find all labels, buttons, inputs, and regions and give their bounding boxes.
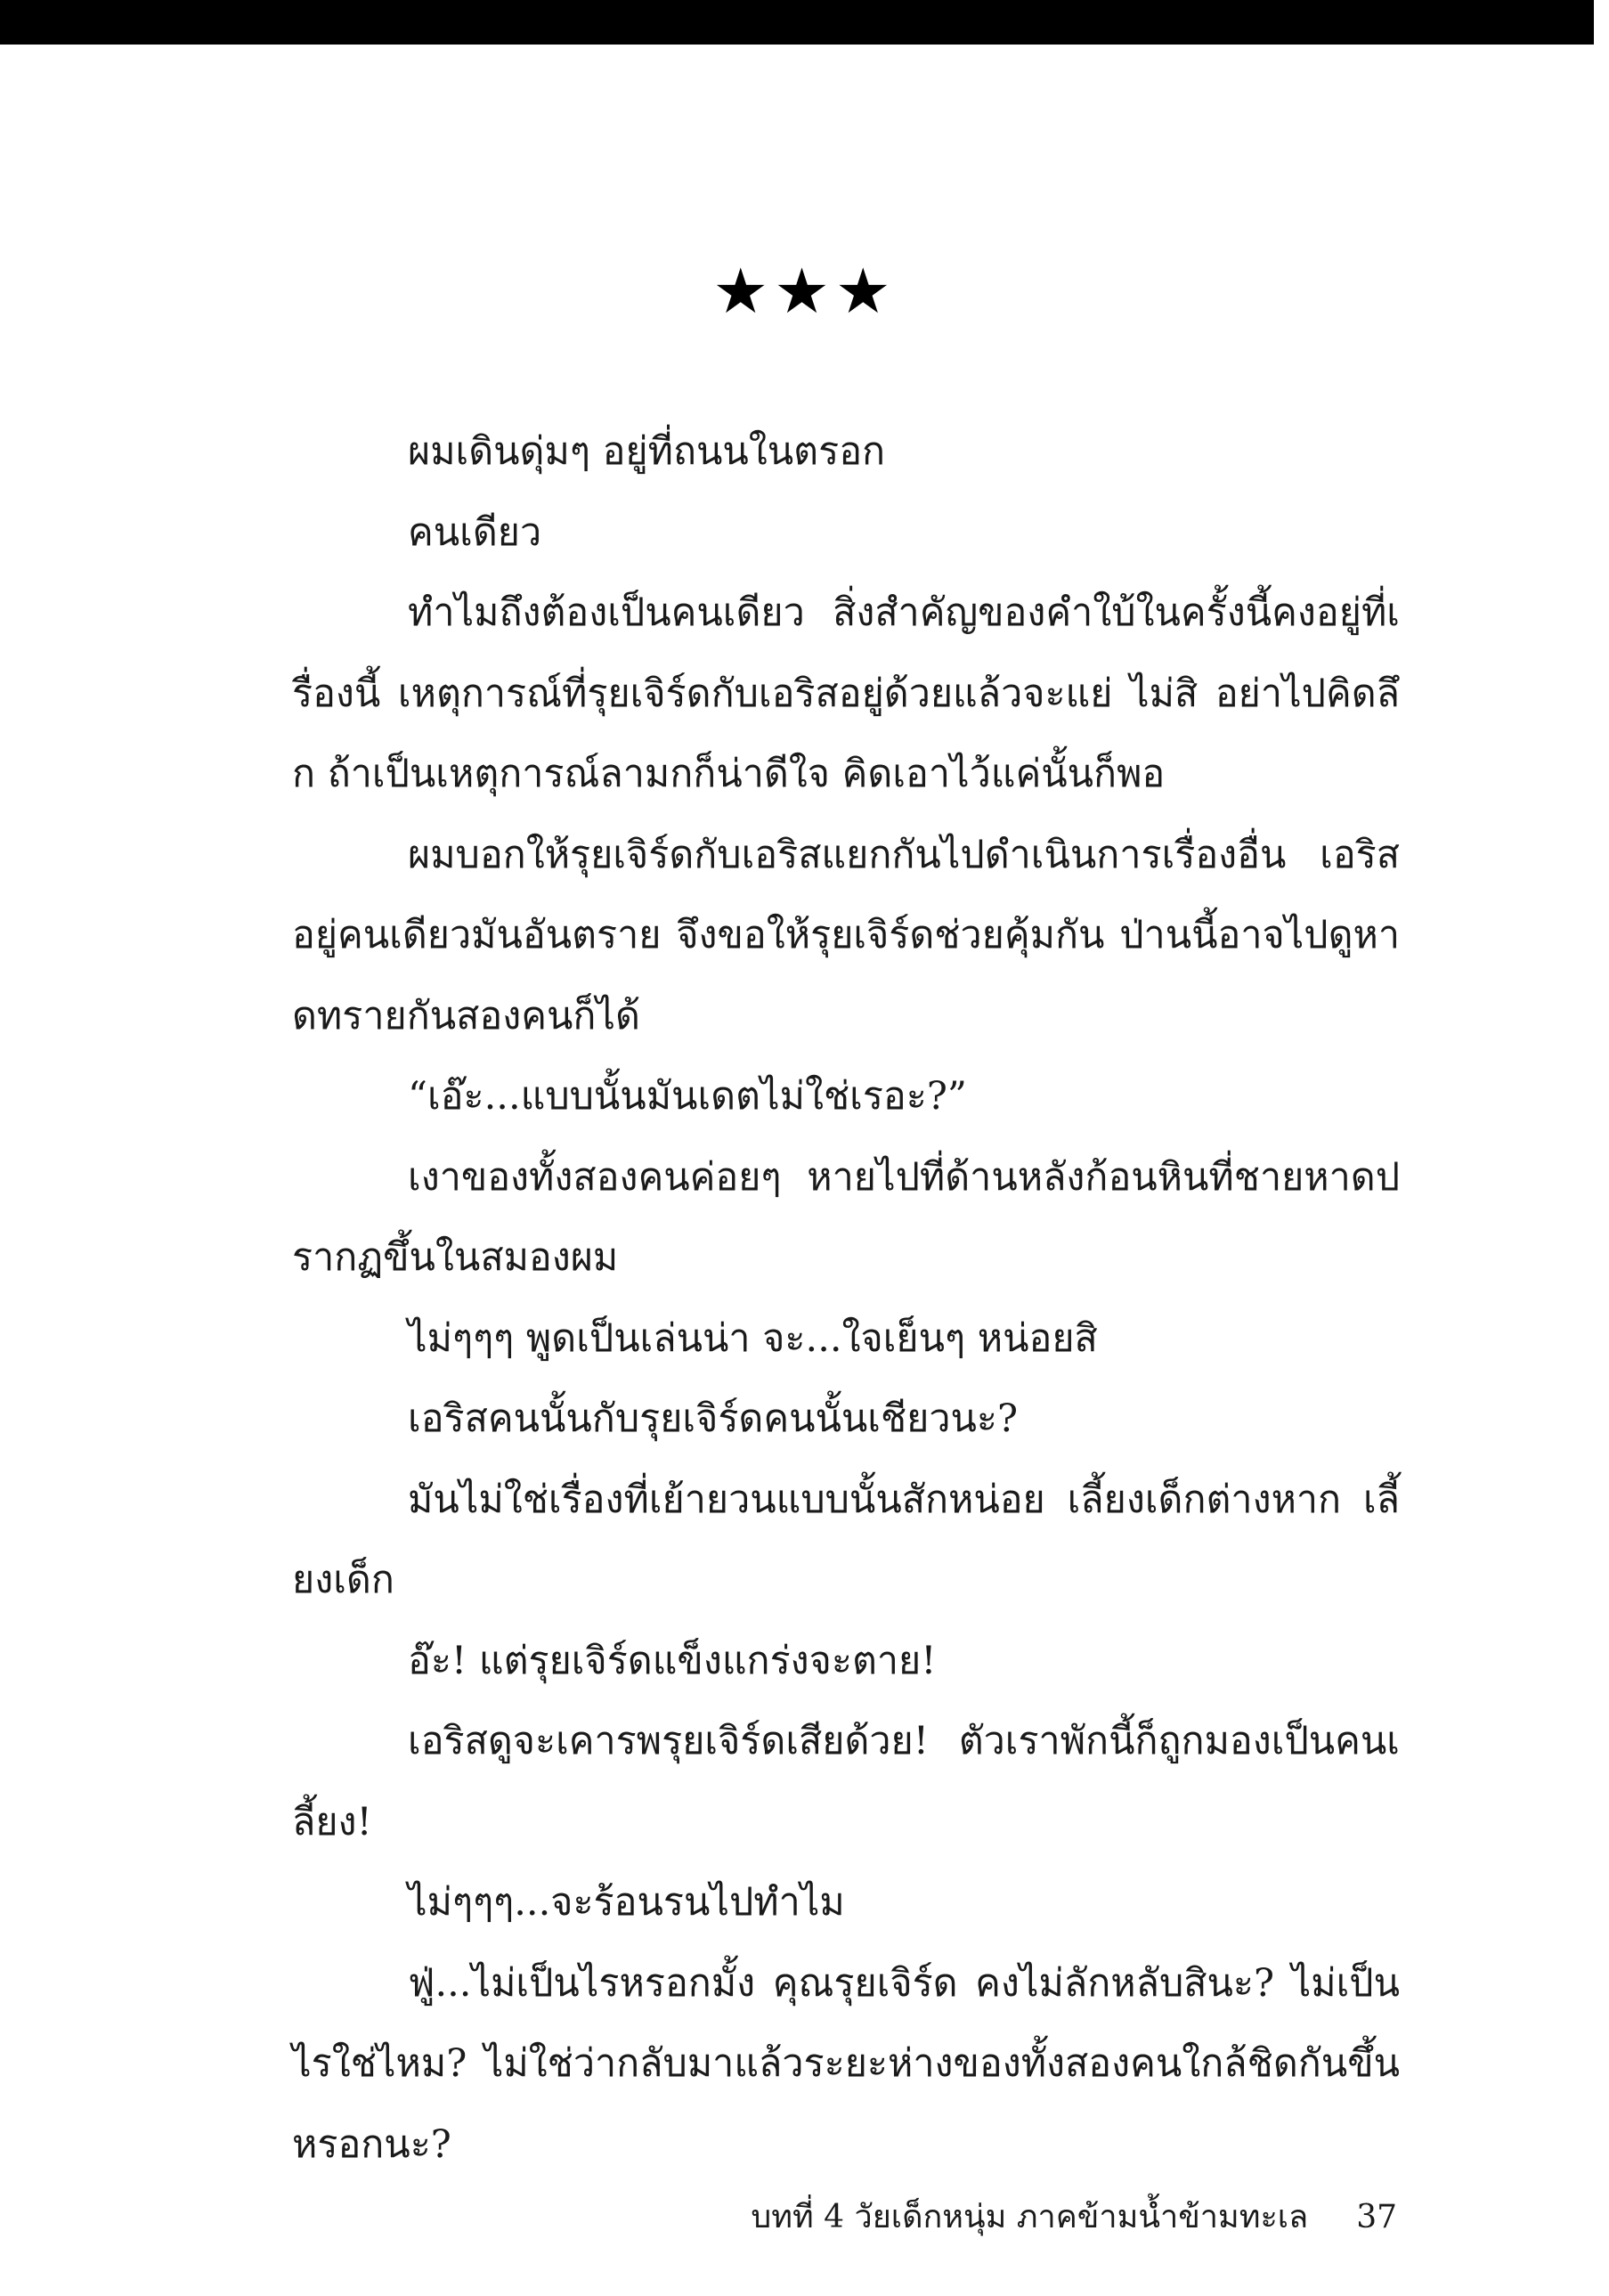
paragraph: เอริสดูจะเคารพรุยเจิร์ดเสียด้วย! ตัวเราพักนี้ก็ถูกมองเป็นคนเลี้ยง! bbox=[292, 1719, 1400, 1844]
body-text bbox=[292, 411, 1400, 2185]
top-border-bar bbox=[0, 0, 1594, 45]
page-number: 37 bbox=[1356, 2199, 1397, 2235]
section-divider-stars: ★★★ bbox=[712, 255, 897, 328]
paragraph: ไม่ๆๆๆ...จะร้อนรนไปทำไม bbox=[408, 1880, 845, 1925]
paragraph: “เอ๊ะ...แบบนั้นมันเดตไม่ใช่เรอะ?” bbox=[408, 1074, 967, 1119]
paragraph: ฟู่...ไม่เป็นไรหรอกมั้ง คุณรุยเจิร์ด คงไม่ลักหลับสินะ? ไม่เป็นไรใช่ไหม? ไม่ใช่ว่ากลับมาแล้วระยะห่างของทั้งสองคนใกล้ชิดกันขึ้นหรอกนะ? bbox=[292, 1960, 1400, 2167]
paragraph: ไม่ๆๆๆ พูดเป็นเล่นน่า จะ...ใจเย็นๆ หน่อยสิ bbox=[408, 1315, 1098, 1361]
paragraph: คนเดียว bbox=[408, 509, 542, 555]
paragraph: ผมเดินดุ่มๆ อยู่ที่ถนนในตรอก bbox=[408, 429, 886, 474]
page-footer bbox=[751, 2191, 1397, 2244]
paragraph: ทำไมถึงต้องเป็นคนเดียว สิ่งสำคัญของคำใบ้ในครั้งนี้คงอยู่ที่เรื่องนี้ เหตุการณ์ที่รุยเจิร์ดกับเอริสอยู่ด้วยแล้วจะแย่ ไม่สิ อย่าไปคิดลึก ถ้าเป็นเหตุการณ์ลามกก็น่าดีใจ คิดเอาไว้แค่นั้นก็พอ bbox=[292, 590, 1400, 796]
paragraph: ผมบอกให้รุยเจิร์ดกับเอริสแยกกันไปดำเนินการเรื่องอื่น เอริสอยู่คนเดียวมันอันตราย จึงขอให้รุยเจิร์ดช่วยคุ้มกัน ป่านนี้อาจไปดูหาดทรายกันสองคนก็ได้ bbox=[292, 832, 1400, 1038]
paragraph: อ๊ะ! แต่รุยเจิร์ดแข็งแกร่งจะตาย! bbox=[408, 1638, 937, 1683]
paragraph: เงาของทั้งสองคนค่อยๆ หายไปที่ด้านหลังก้อนหินที่ชายหาดปรากฏขึ้นในสมองผม bbox=[292, 1154, 1400, 1280]
running-chapter-title: บทที่ 4 วัยเด็กหนุ่ม ภาคข้ามน้ำข้ามทะเล bbox=[751, 2199, 1309, 2235]
paragraph: มันไม่ใช่เรื่องที่เย้ายวนแบบนั้นสักหน่อย เลี้ยงเด็กต่างหาก เลี้ยงเด็ก bbox=[292, 1477, 1400, 1602]
paragraph: เอริสคนนั้นกับรุยเจิร์ดคนนั้นเชียวนะ? bbox=[408, 1396, 1019, 1441]
